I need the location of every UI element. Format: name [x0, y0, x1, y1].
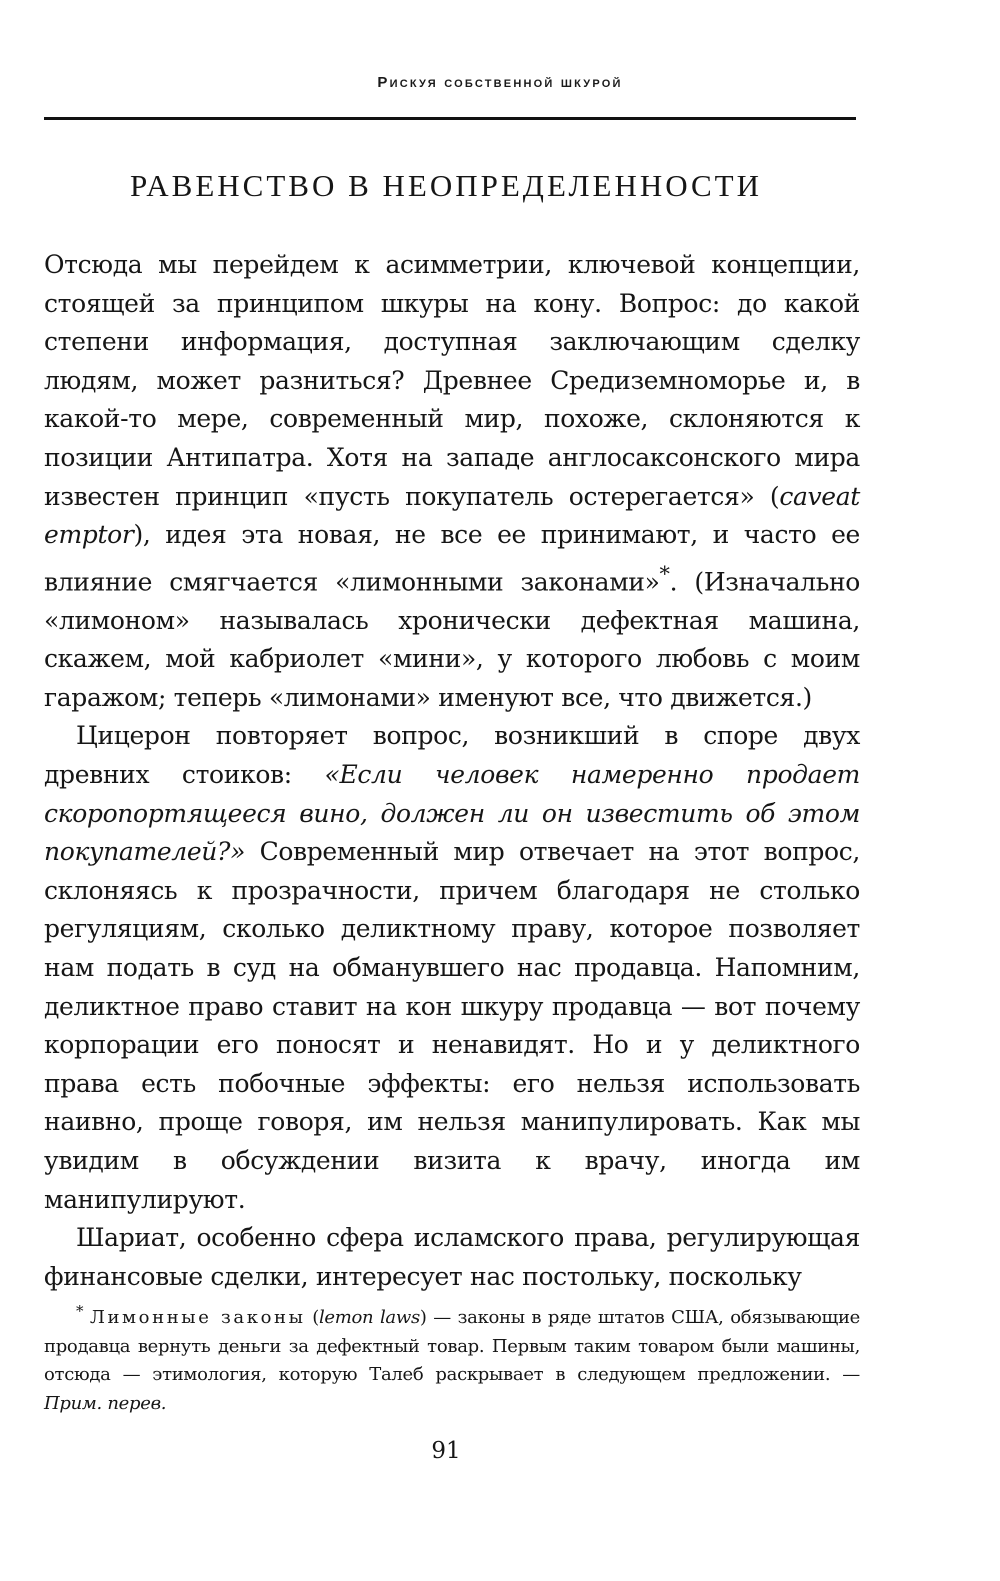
- paragraph-2: [44, 717, 860, 1219]
- footnote: [44, 1297, 860, 1418]
- section-title: РАВЕНСТВО В НЕОПРЕДЕЛЕННОСТИ: [130, 168, 762, 203]
- footnote-reference: *: [659, 561, 670, 586]
- paragraph-3-text-a: Шариат, особенно сфера исламского права, регулирующая финансовые сделки, интересует нас постольку, поскольку: [44, 1223, 860, 1291]
- footnote-mark: *: [76, 1302, 84, 1320]
- paragraph-1: [44, 246, 860, 717]
- translator-note: Прим. перев.: [44, 1392, 167, 1414]
- body-text: [44, 246, 860, 1296]
- page-number: 91: [431, 1438, 461, 1464]
- footnote-term: Лимонные законы: [89, 1307, 306, 1328]
- paragraph-2-quote: «Если человек намеренно продает скоропортящееся вино, должен ли он известить об этом покупателей?»: [44, 760, 861, 867]
- paragraph-1-latin-term: caveat emptor: [44, 481, 860, 550]
- paragraph-3: [44, 1219, 860, 1296]
- paragraph-2-text-b: Современный мир отвечает на этот вопрос, склоняясь к прозрачности, причем благодаря не столько регуляциям, сколько деликтному праву, которое позволяет нам подать в суд на обманувшего нас продавца. Напомним, деликтное право ставит на кон шкуру продавца — вот почему корпорации его поносят и ненавидят. Но и у деликтного права есть побочные эффекты: его нельзя использовать наивно, проще говоря, им нельзя манипулировать. Как мы увидим в обсуждении визита к врачу, иногда им манипулируют.: [44, 837, 860, 1214]
- paragraph-1-text-b: ), идея эта новая, не все ее принимают, и часто ее влияние смягчается «лимонными законами»: [44, 520, 860, 597]
- footnote-text: ) — законы в ряде штатов США, обязывающие продавца вернуть деньги за дефектный товар. Первым таким товаром были машины, отсюда — этимология, которую Талеб раскрывает в следующем предложении. —: [44, 1307, 861, 1385]
- footnote-paren-open: (: [305, 1307, 319, 1328]
- header-divider: [44, 117, 856, 120]
- footnote-term-original: lemon laws: [318, 1307, 420, 1328]
- paragraph-1-text-c: . (Изначально «лимоном» называлась хронически дефектная машина, скажем, мой кабриолет «мини», у которого любовь с моим гаражом; теперь «лимонами» именуют все, что движется.): [44, 567, 860, 712]
- paragraph-1-text-a: Отсюда мы перейдем к асимметрии, ключевой концепции, стоящей за принципом шкуры на кону. Вопрос: до какой степени информация, доступная заключающим сделку людям, может разниться? Древнее Средиземноморье и, в какой-то мере, современный мир, похоже, склоняются к позиции Антипатра. Хотя на западе англосаксонского мира известен принцип «пусть покупатель остерегается» (: [44, 250, 860, 511]
- paragraph-2-text-a: Цицерон повторяет вопрос, возникший в споре двух древних стоиков:: [44, 721, 860, 790]
- running-head: Рискуя собственной шкурой: [377, 74, 623, 91]
